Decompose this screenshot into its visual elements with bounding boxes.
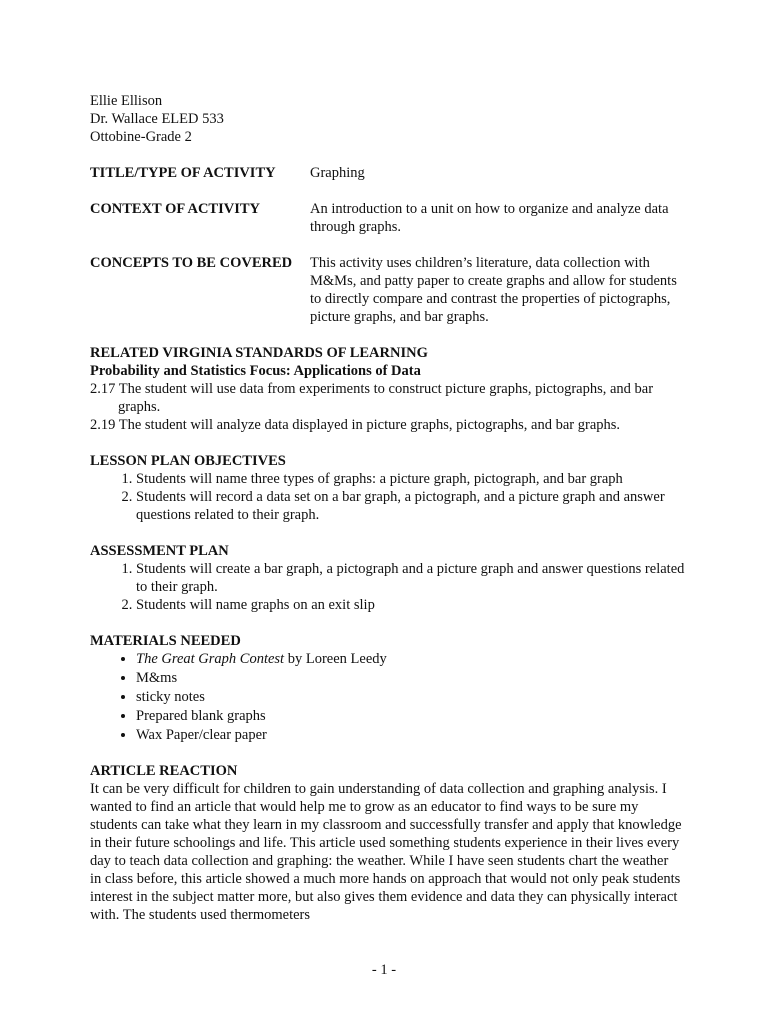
activity-title-label: TITLE/TYPE OF ACTIVITY bbox=[90, 165, 276, 181]
concepts-label: CONCEPTS TO BE COVERED bbox=[90, 255, 293, 271]
materials-list bbox=[90, 650, 690, 745]
book-author: by Loreen Leedy bbox=[284, 651, 387, 667]
document-page bbox=[90, 92, 690, 924]
material-item: • M&ms bbox=[136, 669, 690, 688]
activity-title-row bbox=[90, 164, 690, 182]
concepts-value: This activity uses children’s literature, data collection with M&Ms, and patty paper to create graphs and allow for students to directly compare and contrast the properties of pictographs, picture graphs, and bar graphs. bbox=[310, 255, 677, 325]
assessment-item: 1. Students will create a bar graph, a pictograph and a picture graph and answer questions related to their graph. bbox=[136, 560, 690, 596]
context-value: An introduction to a unit on how to organize and analyze data through graphs. bbox=[310, 201, 669, 235]
material-item: • Prepared blank graphs bbox=[136, 707, 690, 726]
material-item: • Wax Paper/clear paper bbox=[136, 726, 690, 745]
standards-heading: RELATED VIRGINIA STANDARDS OF LEARNING bbox=[90, 345, 428, 361]
standard-item: 2.17 The student will use data from experiments to construct picture graphs, pictographs, and bar graphs. bbox=[90, 381, 654, 415]
reaction-paragraph: It can be very difficult for children to gain understanding of data collection and graphing analysis. I wanted to find an article that would help me to grow as an educator to find ways to be sure my students can take what they learn in my classroom and successfully transfer and apply that knowledge in their future schoolings and life. This article used something students experience in their lives every day to teach data collection and graphing: the weather. While I have seen students chart the weather in class before, this article showed a much more hands on approach that would not only peak students interest in the subject matter more, but also gives them evidence and data they can physically interact with. The students used thermometers bbox=[90, 781, 682, 923]
author-name: Ellie Ellison bbox=[90, 93, 163, 109]
objective-item: 1. Students will name three types of graphs: a picture graph, pictograph, and bar graph bbox=[136, 470, 690, 488]
page-number: - 1 - bbox=[371, 962, 397, 978]
objectives-heading: LESSON PLAN OBJECTIVES bbox=[90, 453, 286, 469]
objectives-list bbox=[90, 470, 690, 524]
objective-item: 2. Students will record a data set on a bar graph, a pictograph, and a picture graph and answer questions related to their graph. bbox=[136, 488, 690, 524]
materials-heading: MATERIALS NEEDED bbox=[90, 633, 241, 649]
context-row bbox=[90, 200, 690, 236]
concepts-row bbox=[90, 254, 690, 326]
standard-item: 2.19 The student will analyze data displayed in picture graphs, pictographs, and bar graphs. bbox=[90, 417, 621, 433]
book-title: The Great Graph Contest bbox=[136, 651, 285, 667]
material-item bbox=[136, 650, 690, 669]
school-grade: Ottobine-Grade 2 bbox=[90, 129, 192, 145]
reaction-heading: ARTICLE REACTION bbox=[90, 763, 238, 779]
assessment-item: 2. Students will name graphs on an exit slip bbox=[136, 596, 690, 614]
standards-subheading: Probability and Statistics Focus: Applications of Data bbox=[90, 363, 421, 379]
material-item: • sticky notes bbox=[136, 688, 690, 707]
course-info: Dr. Wallace ELED 533 bbox=[90, 111, 224, 127]
activity-title-value: Graphing bbox=[310, 165, 365, 181]
assessment-list bbox=[90, 560, 690, 614]
assessment-heading: ASSESSMENT PLAN bbox=[90, 543, 229, 559]
context-label: CONTEXT OF ACTIVITY bbox=[90, 201, 261, 217]
